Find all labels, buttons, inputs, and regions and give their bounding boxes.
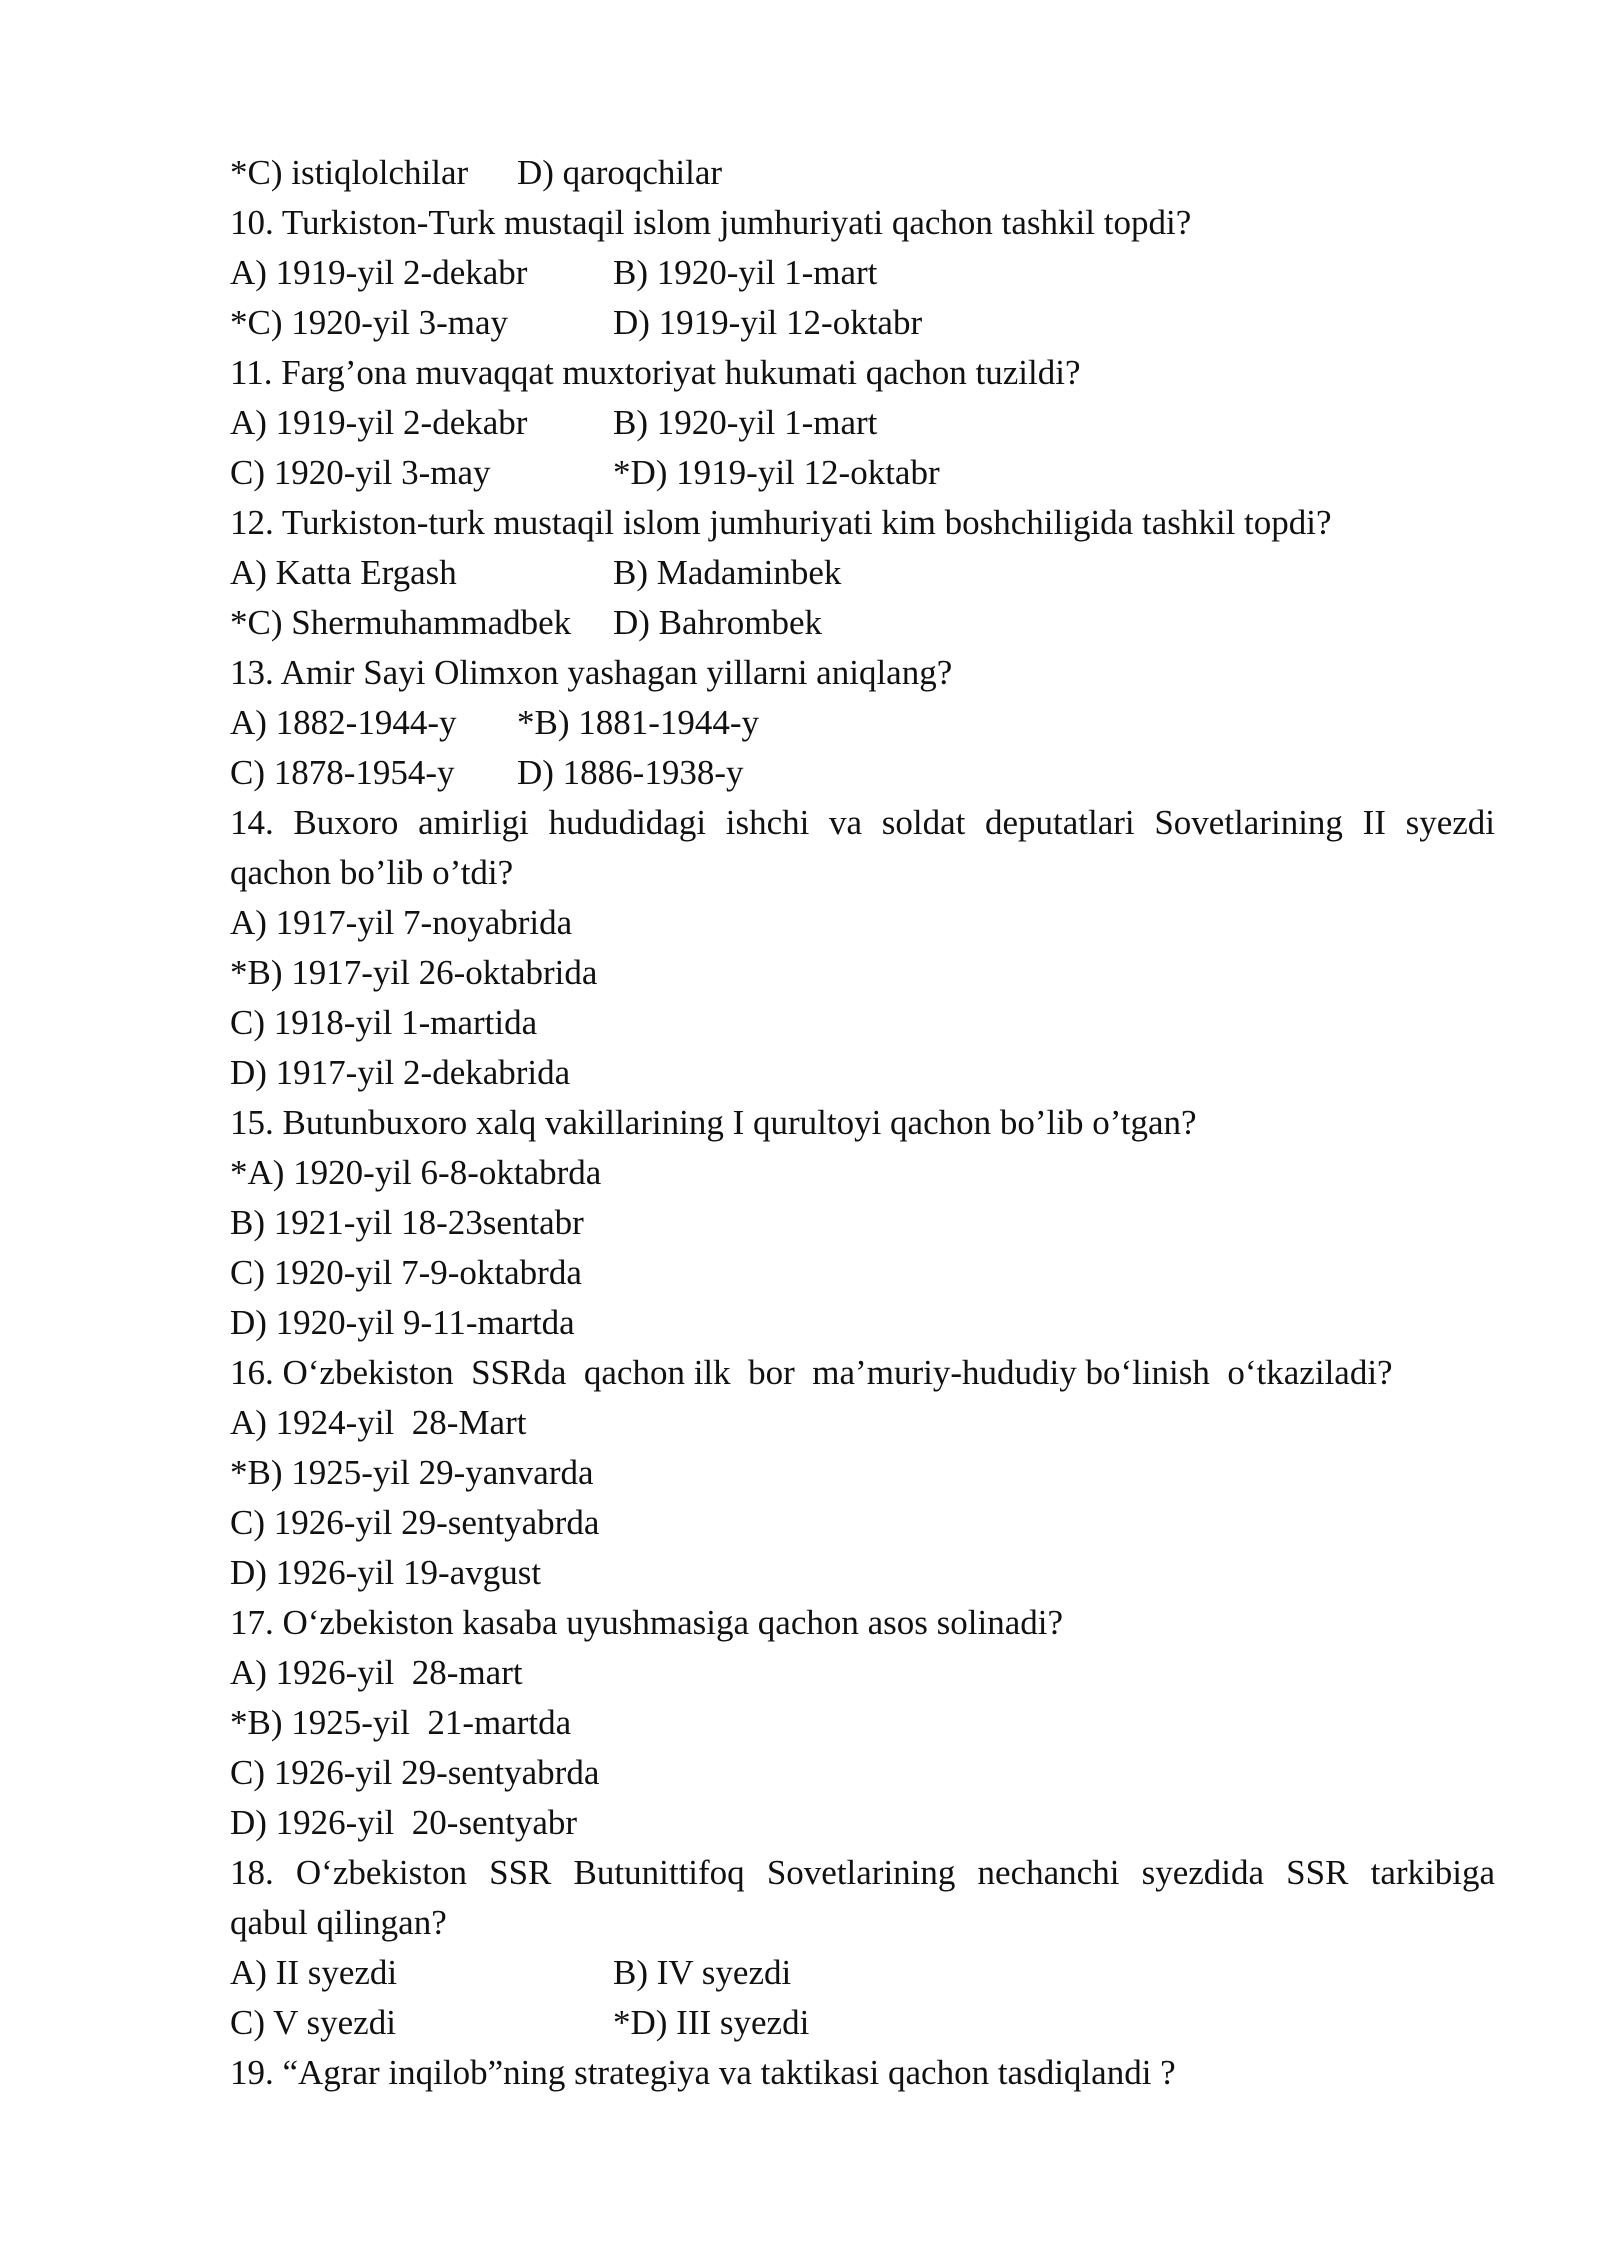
text-line: C) 1926-yil 29-sentyabrda (230, 1503, 600, 1542)
answer-options-row (230, 748, 1495, 798)
text-line: *A) 1920-yil 6-8-oktabrda (230, 1153, 602, 1192)
answer-option: A) 1882-1944-y (230, 703, 457, 742)
answer-option: *C) 1920-yil 3-may (230, 303, 509, 342)
answer-option: *C) Shermuhammadbek (230, 603, 572, 642)
question-text: 13. Amir Sayi Olimxon yashagan yillarni aniqlang? (230, 653, 953, 692)
text-line: *B) 1925-yil 29-yanvarda (230, 1453, 594, 1492)
question-text: 18. O‘zbekiston SSR Butunittifoq Sovetlarining nechanchi syezdida SSR tarkibiga (230, 1853, 1495, 1892)
answer-option: B) 1920-yil 1-mart (613, 403, 878, 442)
text-line: C) 1918-yil 1-martida (230, 1003, 538, 1042)
answer-options-row (230, 398, 1495, 448)
answer-option: B) 1920-yil 1-mart (613, 253, 878, 292)
text-line: B) 1921-yil 18-23sentabr (230, 1203, 584, 1242)
answer-option: *D) 1919-yil 12-oktabr (613, 453, 940, 492)
answer-option: B) Madaminbek (613, 553, 842, 592)
answer-options-row (230, 548, 1495, 598)
text-line: A) 1924-yil 28-Mart (230, 1403, 527, 1442)
answer-option: D) qaroqchilar (517, 153, 723, 192)
text-line: qachon bo’lib o’tdi? (230, 853, 514, 892)
text-line: D) 1926-yil 19-avgust (230, 1553, 542, 1592)
question-text: 10. Turkiston-Turk mustaqil islom jumhuriyati qachon tashkil topdi? (230, 203, 1192, 242)
text-line: A) 1917-yil 7-noyabrida (230, 903, 573, 942)
text-line: *B) 1925-yil 21-martda (230, 1703, 572, 1742)
answer-options-row (230, 448, 1495, 498)
answer-option: B) IV syezdi (613, 1953, 792, 1992)
text-line: A) 1926-yil 28-mart (230, 1653, 523, 1692)
question-text: 11. Farg’ona muvaqqat muxtoriyat hukumati qachon tuzildi? (230, 353, 1081, 392)
text-line: D) 1917-yil 2-dekabrida (230, 1053, 571, 1092)
answer-option: C) V syezdi (230, 2003, 396, 2042)
answer-option: C) 1920-yil 3-may (230, 453, 491, 492)
text-line: qabul qilingan? (230, 1903, 447, 1942)
answer-options-row (230, 248, 1495, 298)
question-text: 12. Turkiston-turk mustaqil islom jumhuriyati kim boshchiligida tashkil topdi? (230, 503, 1332, 542)
document-page (230, 148, 1495, 2098)
answer-option: *B) 1881-1944-y (517, 703, 760, 742)
answer-option: D) 1919-yil 12-oktabr (613, 303, 923, 342)
question-text: 15. Butunbuxoro xalq vakillarining I qurultoyi qachon bo’lib o’tgan? (230, 1103, 1197, 1142)
text-line: C) 1920-yil 7-9-oktabrda (230, 1253, 582, 1292)
answer-option: *C) istiqlolchilar (230, 153, 469, 192)
question-text: 17. O‘zbekiston kasaba uyushmasiga qachon asos solinadi? (230, 1603, 1064, 1642)
answer-option: D) Bahrombek (613, 603, 822, 642)
text-line: D) 1920-yil 9-11-martda (230, 1303, 575, 1342)
answer-options-row (230, 598, 1495, 648)
question-text: 16. O‘zbekiston SSRda qachon ilk bor ma’muriy-hududiy bo‘linish o‘tkaziladi? (230, 1353, 1393, 1392)
text-line: *B) 1917-yil 26-oktabrida (230, 953, 598, 992)
question-text: 19. “Agrar inqilob”ning strategiya va taktikasi qachon tasdiqlandi ? (230, 2053, 1176, 2092)
answer-option: *D) III syezdi (613, 2003, 810, 2042)
answer-option: A) Katta Ergash (230, 553, 457, 592)
answer-options-row (230, 1948, 1495, 1998)
text-line: C) 1926-yil 29-sentyabrda (230, 1753, 600, 1792)
answer-option: D) 1886-1938-y (517, 753, 744, 792)
answer-option: C) 1878-1954-y (230, 753, 455, 792)
answer-option: A) 1919-yil 2-dekabr (230, 253, 528, 292)
answer-options-row (230, 698, 1495, 748)
question-text: 14. Buxoro amirligi hududidagi ishchi va soldat deputatlari Sovetlarining II syezdi (230, 803, 1495, 842)
answer-options-row (230, 148, 1495, 198)
answer-option: A) 1919-yil 2-dekabr (230, 403, 528, 442)
text-line: D) 1926-yil 20-sentyabr (230, 1803, 578, 1842)
answer-options-row (230, 1998, 1495, 2048)
answer-option: A) II syezdi (230, 1953, 398, 1992)
answer-options-row (230, 298, 1495, 348)
